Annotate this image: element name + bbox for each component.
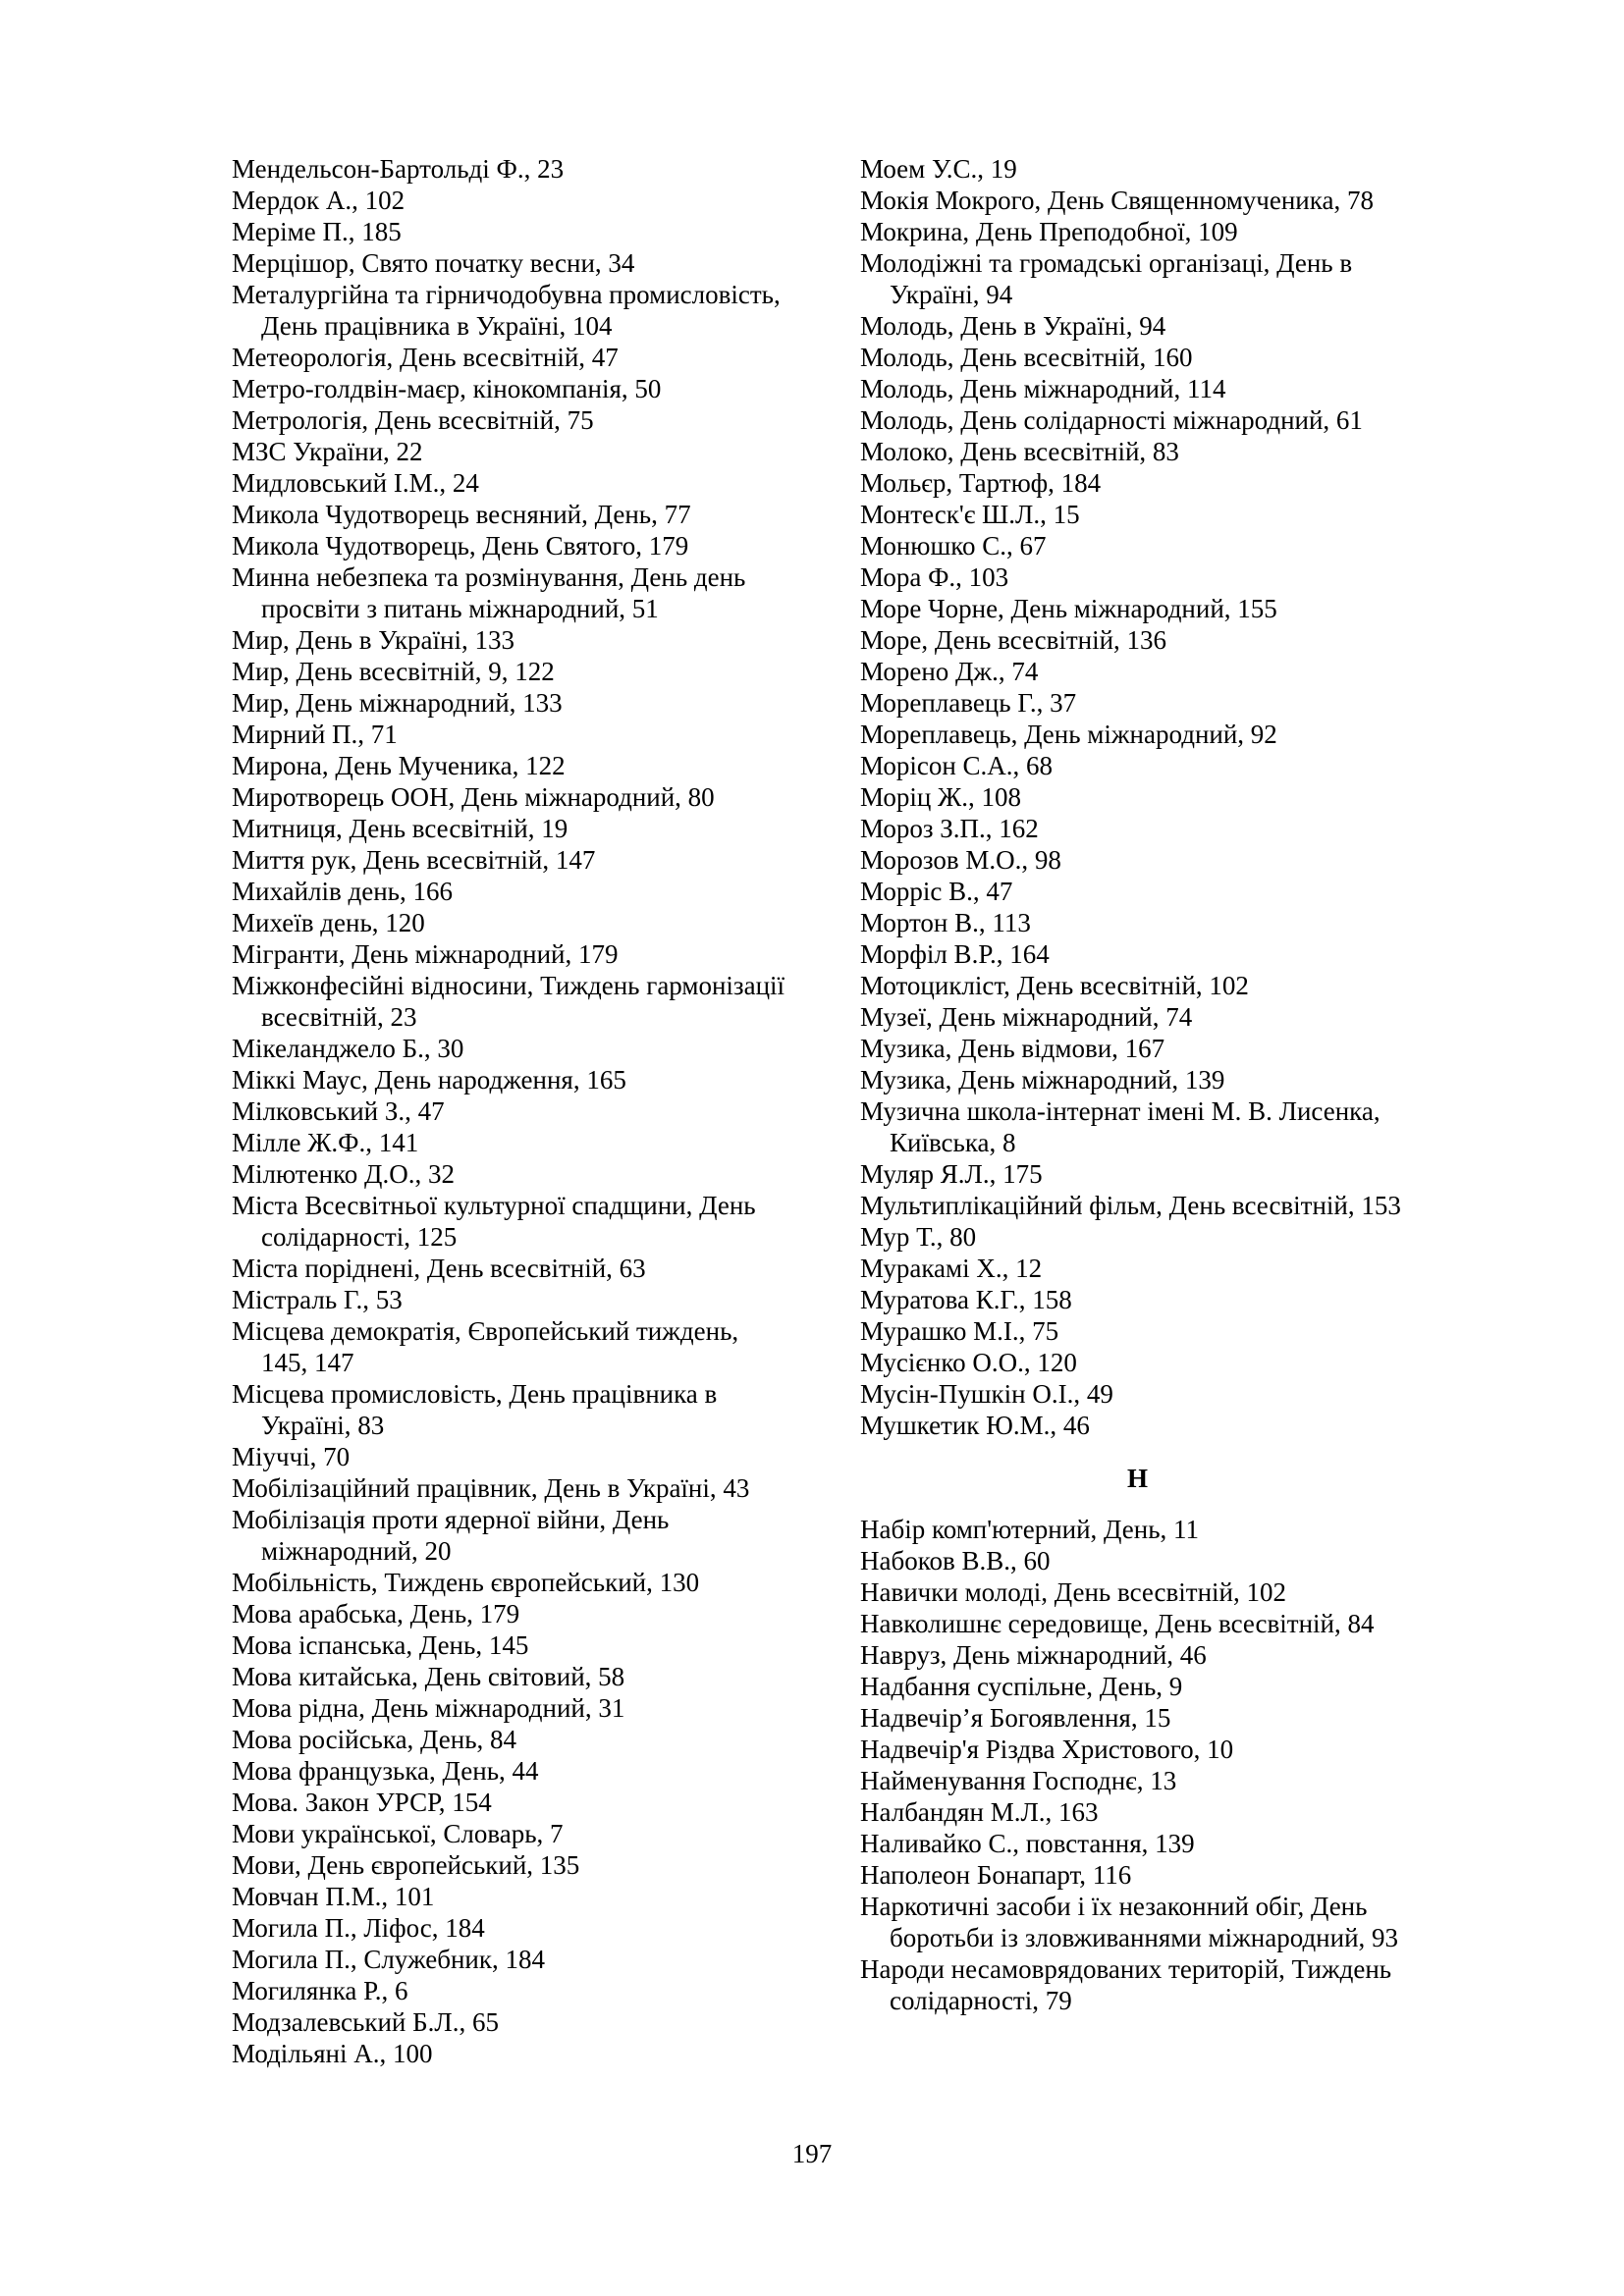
- index-entry: Музика, День відмови, 167: [860, 1034, 1165, 1063]
- index-entry: МЗС України, 22: [232, 437, 423, 466]
- index-entry: Мови української, Словарь, 7: [232, 1819, 564, 1848]
- index-entry: Мир, День міжнародний, 133: [232, 688, 563, 718]
- index-entry: Містраль Г., 53: [232, 1285, 403, 1314]
- index-entry: Навколишнє середовище, День всесвітній, 84: [860, 1609, 1375, 1638]
- index-entry: Микола Чудотворець, День Святого, 179: [232, 531, 689, 561]
- index-entry: Мова іспанська, День, 145: [232, 1630, 529, 1660]
- index-entry: Мови, День європейський, 135: [232, 1850, 580, 1880]
- index-entry: Міста поріднені, День всесвітній, 63: [232, 1254, 646, 1283]
- index-entry: Михайлів день, 166: [232, 877, 453, 906]
- index-entry: Музеї, День міжнародний, 74: [860, 1002, 1193, 1032]
- index-entry: Мусін-Пушкін О.І., 49: [860, 1379, 1113, 1409]
- index-entry: Навруз, День міжнародний, 46: [860, 1640, 1207, 1670]
- index-entry: Мотоцикліст, День всесвітній, 102: [860, 971, 1249, 1000]
- index-entry: Муляр Я.Л., 175: [860, 1159, 1043, 1189]
- index-entry: Метрологія, День всесвітній, 75: [232, 405, 594, 435]
- index-entry: Мушкетик Ю.М., 46: [860, 1411, 1090, 1440]
- index-entry: Мурашко М.І., 75: [860, 1316, 1059, 1346]
- index-entry: Мир, День в Україні, 133: [232, 625, 514, 655]
- index-entry: Мидловський І.М., 24: [232, 468, 479, 498]
- index-entry: Мілковський З., 47: [232, 1096, 445, 1126]
- index-entry: Навички молоді, День всесвітній, 102: [860, 1577, 1286, 1607]
- index-entry: Наполеон Бонапарт, 116: [860, 1860, 1132, 1890]
- index-entry: Мова французька, День, 44: [232, 1756, 539, 1786]
- index-column-right: [860, 153, 1415, 2016]
- index-entry: Міуччі, 70: [232, 1442, 351, 1471]
- section-letter: Н: [1126, 1464, 1148, 1493]
- index-entry: Надвечір'я Різдва Христового, 10: [860, 1735, 1234, 1764]
- index-entry: Мобілізаційний працівник, День в Україні, 43: [232, 1473, 750, 1503]
- index-entry: Могила П., Ліфос, 184: [232, 1913, 485, 1943]
- index-entry: Морозов М.О., 98: [860, 845, 1061, 875]
- index-entry: Мирний П., 71: [232, 720, 398, 749]
- index-entry: Міжконфесійні відносини, Тиждень гармонізації всесвітній, 23: [232, 971, 785, 1032]
- index-entry: Наливайко С., повстання, 139: [860, 1829, 1195, 1858]
- index-entry: Море, День всесвітній, 136: [860, 625, 1167, 655]
- index-entry: Муратова К.Г., 158: [860, 1285, 1072, 1314]
- index-entry: Меріме П., 185: [232, 217, 402, 246]
- index-entry: Мігранти, День міжнародний, 179: [232, 939, 619, 969]
- index-entry: Мора Ф., 103: [860, 562, 1009, 592]
- index-entry: Налбандян М.Л., 163: [860, 1797, 1099, 1827]
- index-entry: Мокрина, День Преподобної, 109: [860, 217, 1238, 246]
- index-entry: Мілле Ж.Ф., 141: [232, 1128, 419, 1157]
- index-entry: Мореплавець Г., 37: [860, 688, 1077, 718]
- index-entry: Миротворець ООН, День міжнародний, 80: [232, 782, 715, 812]
- index-entry: Мультиплікаційний фільм, День всесвітній, 153: [860, 1191, 1401, 1220]
- index-entry: Набір комп'ютерний, День, 11: [860, 1515, 1200, 1544]
- index-entry: Могила П., Служебник, 184: [232, 1945, 545, 1974]
- index-entry: Мирона, День Мученика, 122: [232, 751, 566, 780]
- index-entry: Морфіл В.Р., 164: [860, 939, 1050, 969]
- index-entry: Мердок А., 102: [232, 186, 406, 215]
- index-entry: Мореплавець, День міжнародний, 92: [860, 720, 1277, 749]
- index-entry: Мобільність, Тиждень європейський, 130: [232, 1568, 700, 1597]
- index-entry: Модзалевський Б.Л., 65: [232, 2007, 499, 2037]
- index-entry: Надбання суспільне, День, 9: [860, 1672, 1183, 1701]
- index-entry: Морено Дж., 74: [860, 657, 1039, 686]
- index-entry: Море Чорне, День міжнародний, 155: [860, 594, 1277, 623]
- index-entry: Мортон В., 113: [860, 908, 1031, 937]
- index-entry: Мороз З.П., 162: [860, 814, 1039, 843]
- index-entry: Міста Всесвітньої культурної спадщини, День солідарності, 125: [232, 1191, 756, 1252]
- index-entry: Молодь, День солідарності міжнародний, 61: [860, 405, 1363, 435]
- index-entry: Монтеск'є Ш.Л., 15: [860, 500, 1080, 529]
- index-entry: Мир, День всесвітній, 9, 122: [232, 657, 555, 686]
- index-entry: Молодь, День в Україні, 94: [860, 311, 1166, 341]
- index-entry: Мусієнко О.О., 120: [860, 1348, 1077, 1377]
- index-entry: Минна небезпека та розмінування, День день просвіти з питань міжнародний, 51: [232, 562, 746, 623]
- index-entry: Мовчан П.М., 101: [232, 1882, 435, 1911]
- index-entry: Микола Чудотворець весняний, День, 77: [232, 500, 691, 529]
- index-entry: Метро-голдвін-маєр, кінокомпанія, 50: [232, 374, 662, 403]
- index-entry: Мобілізація проти ядерної війни, День міжнародний, 20: [232, 1505, 670, 1566]
- index-entry: Могилянка Р., 6: [232, 1976, 408, 2005]
- index-entry: Мендельсон-Бартольді Ф., 23: [232, 154, 565, 184]
- index-entry: Морісон С.А., 68: [860, 751, 1054, 780]
- index-entry: Моріц Ж., 108: [860, 782, 1021, 812]
- index-entry: Мова арабська, День, 179: [232, 1599, 520, 1629]
- index-entry: Місцева промисловість, День працівника в Україні, 83: [232, 1379, 718, 1440]
- index-entry: Набоков В.В., 60: [860, 1546, 1051, 1575]
- index-entry: Наркотичні засоби і їх незаконний обіг, День боротьби із зловживаннями міжнародний, 93: [860, 1892, 1399, 1952]
- index-entry: Миття рук, День всесвітній, 147: [232, 845, 596, 875]
- index-entry: Мольєр, Тартюф, 184: [860, 468, 1102, 498]
- index-entry: Мур Т., 80: [860, 1222, 977, 1252]
- index-entry: Моем У.С., 19: [860, 154, 1017, 184]
- index-entry: Молоко, День всесвітній, 83: [860, 437, 1179, 466]
- index-entry: Михеїв день, 120: [232, 908, 425, 937]
- index-entry: Митниця, День всесвітній, 19: [232, 814, 568, 843]
- index-entry: Мова китайська, День світовий, 58: [232, 1662, 625, 1691]
- index-entry: Молодіжні та громадські організаці, День в Україні, 94: [860, 248, 1353, 309]
- index-entry: Мерцішор, Свято початку весни, 34: [232, 248, 635, 278]
- index-entry: Мілютенко Д.О., 32: [232, 1159, 455, 1189]
- index-entry: Муракамі Х., 12: [860, 1254, 1043, 1283]
- index-entry: Металургійна та гірничодобувна промисловість, День працівника в Україні, 104: [232, 280, 781, 341]
- index-entry: Морріс В., 47: [860, 877, 1013, 906]
- index-entry: Монюшко С., 67: [860, 531, 1047, 561]
- index-entry: Мікеланджело Б., 30: [232, 1034, 464, 1063]
- index-entry: Музика, День міжнародний, 139: [860, 1065, 1225, 1095]
- index-entry: Модільяні А., 100: [232, 2039, 433, 2068]
- index-entry: Мова російська, День, 84: [232, 1725, 517, 1754]
- index-entry: Народи несамоврядованих територій, Тиждень солідарності, 79: [860, 1954, 1392, 2015]
- index-entry: Молодь, День всесвітній, 160: [860, 343, 1193, 372]
- index-entry: Надвечір’я Богоявлення, 15: [860, 1703, 1171, 1733]
- index-entry: Молодь, День міжнародний, 114: [860, 374, 1226, 403]
- index-entry: Мова рідна, День міжнародний, 31: [232, 1693, 625, 1723]
- index-entry: Метеорологія, День всесвітній, 47: [232, 343, 619, 372]
- index-entry: Найменування Господнє, 13: [860, 1766, 1177, 1795]
- index-entry: Мова. Закон УРСР, 154: [232, 1788, 492, 1817]
- index-column-left: [232, 153, 786, 2069]
- index-entry: Музична школа-інтернат імені М. В. Лисенка, Київська, 8: [860, 1096, 1380, 1157]
- index-entry: Міккі Маус, День народження, 165: [232, 1065, 626, 1095]
- index-entry: Мокія Мокрого, День Священномученика, 78: [860, 186, 1374, 215]
- index-entry: Місцева демократія, Європейський тиждень, 145, 147: [232, 1316, 739, 1377]
- page-number: 197: [791, 2139, 833, 2168]
